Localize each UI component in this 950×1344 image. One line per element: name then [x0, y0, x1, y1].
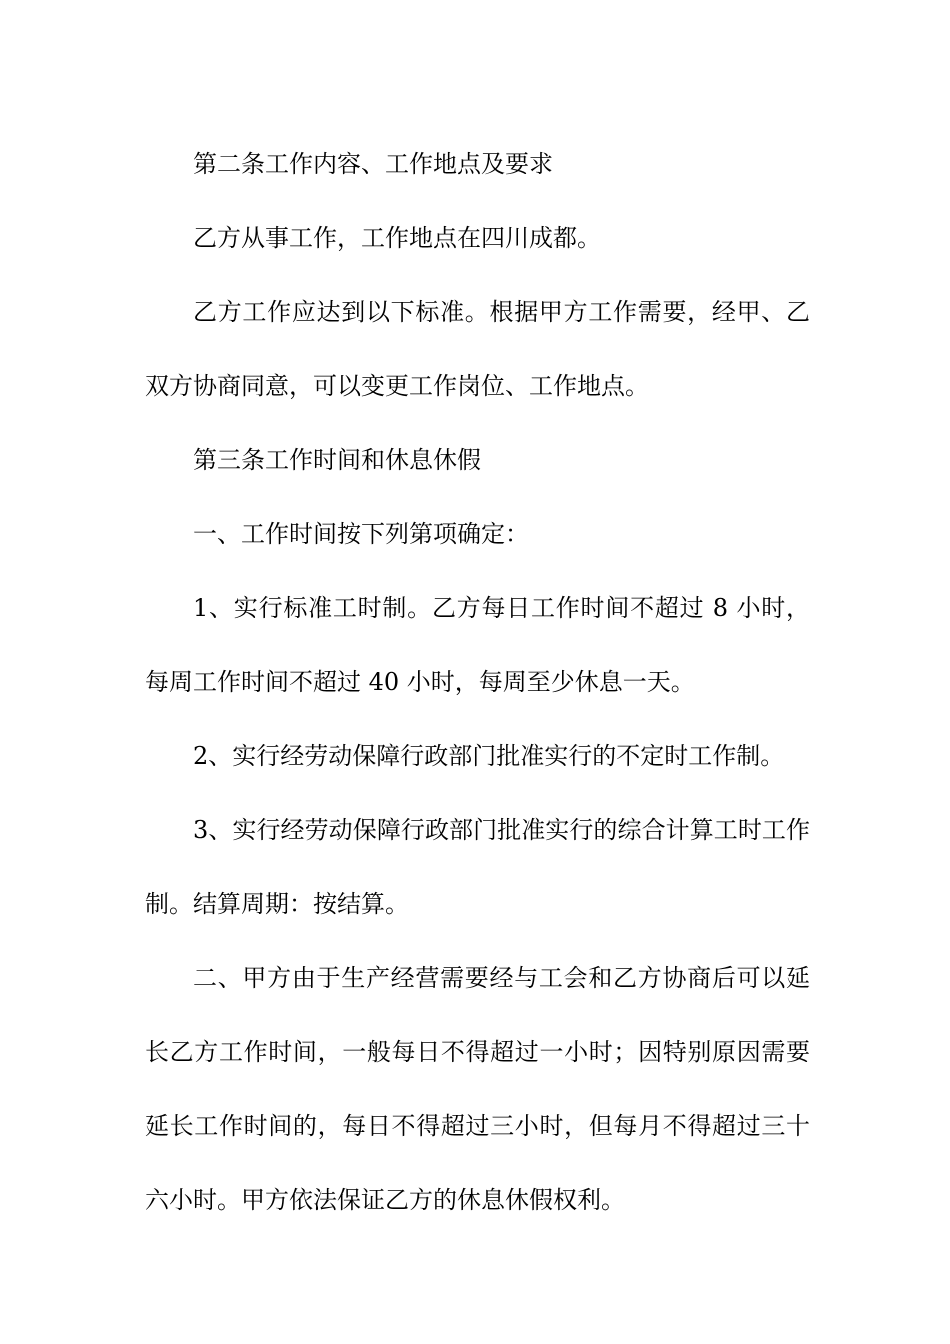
flexible-hours-item: 2、实行经劳动保障行政部门批准实行的不定时工作制。: [193, 742, 785, 770]
work-location-paragraph: 乙方从事工作，工作地点在四川成都。: [193, 224, 601, 252]
clause-3-heading: 第三条工作时间和休息休假: [193, 446, 481, 474]
standard-hours-item: 1、实行标准工时制。乙方每日工作时间不超过 8 小时，每周工作时间不超过 40 小时，每周至少休息一天。: [145, 594, 810, 696]
work-standard-paragraph: 乙方工作应达到以下标准。根据甲方工作需要，经甲、乙双方协商同意，可以变更工作岗位、工作地点。: [145, 298, 810, 400]
document-body: [145, 127, 810, 1237]
overtime-paragraph: 二、甲方由于生产经营需要经与工会和乙方协商后可以延长乙方工作时间，一般每日不得超过一小时；因特别原因需要延长工作时间的，每日不得超过三小时，但每月不得超过三十六小时。甲方依法保证乙方的休息休假权利。: [145, 964, 810, 1214]
clause-2-heading: 第二条工作内容、工作地点及要求: [193, 150, 553, 178]
comprehensive-hours-item: 3、实行经劳动保障行政部门批准实行的综合计算工时工作制。结算周期：按结算。: [145, 816, 810, 918]
work-time-intro: 一、工作时间按下列第项确定：: [193, 520, 529, 548]
